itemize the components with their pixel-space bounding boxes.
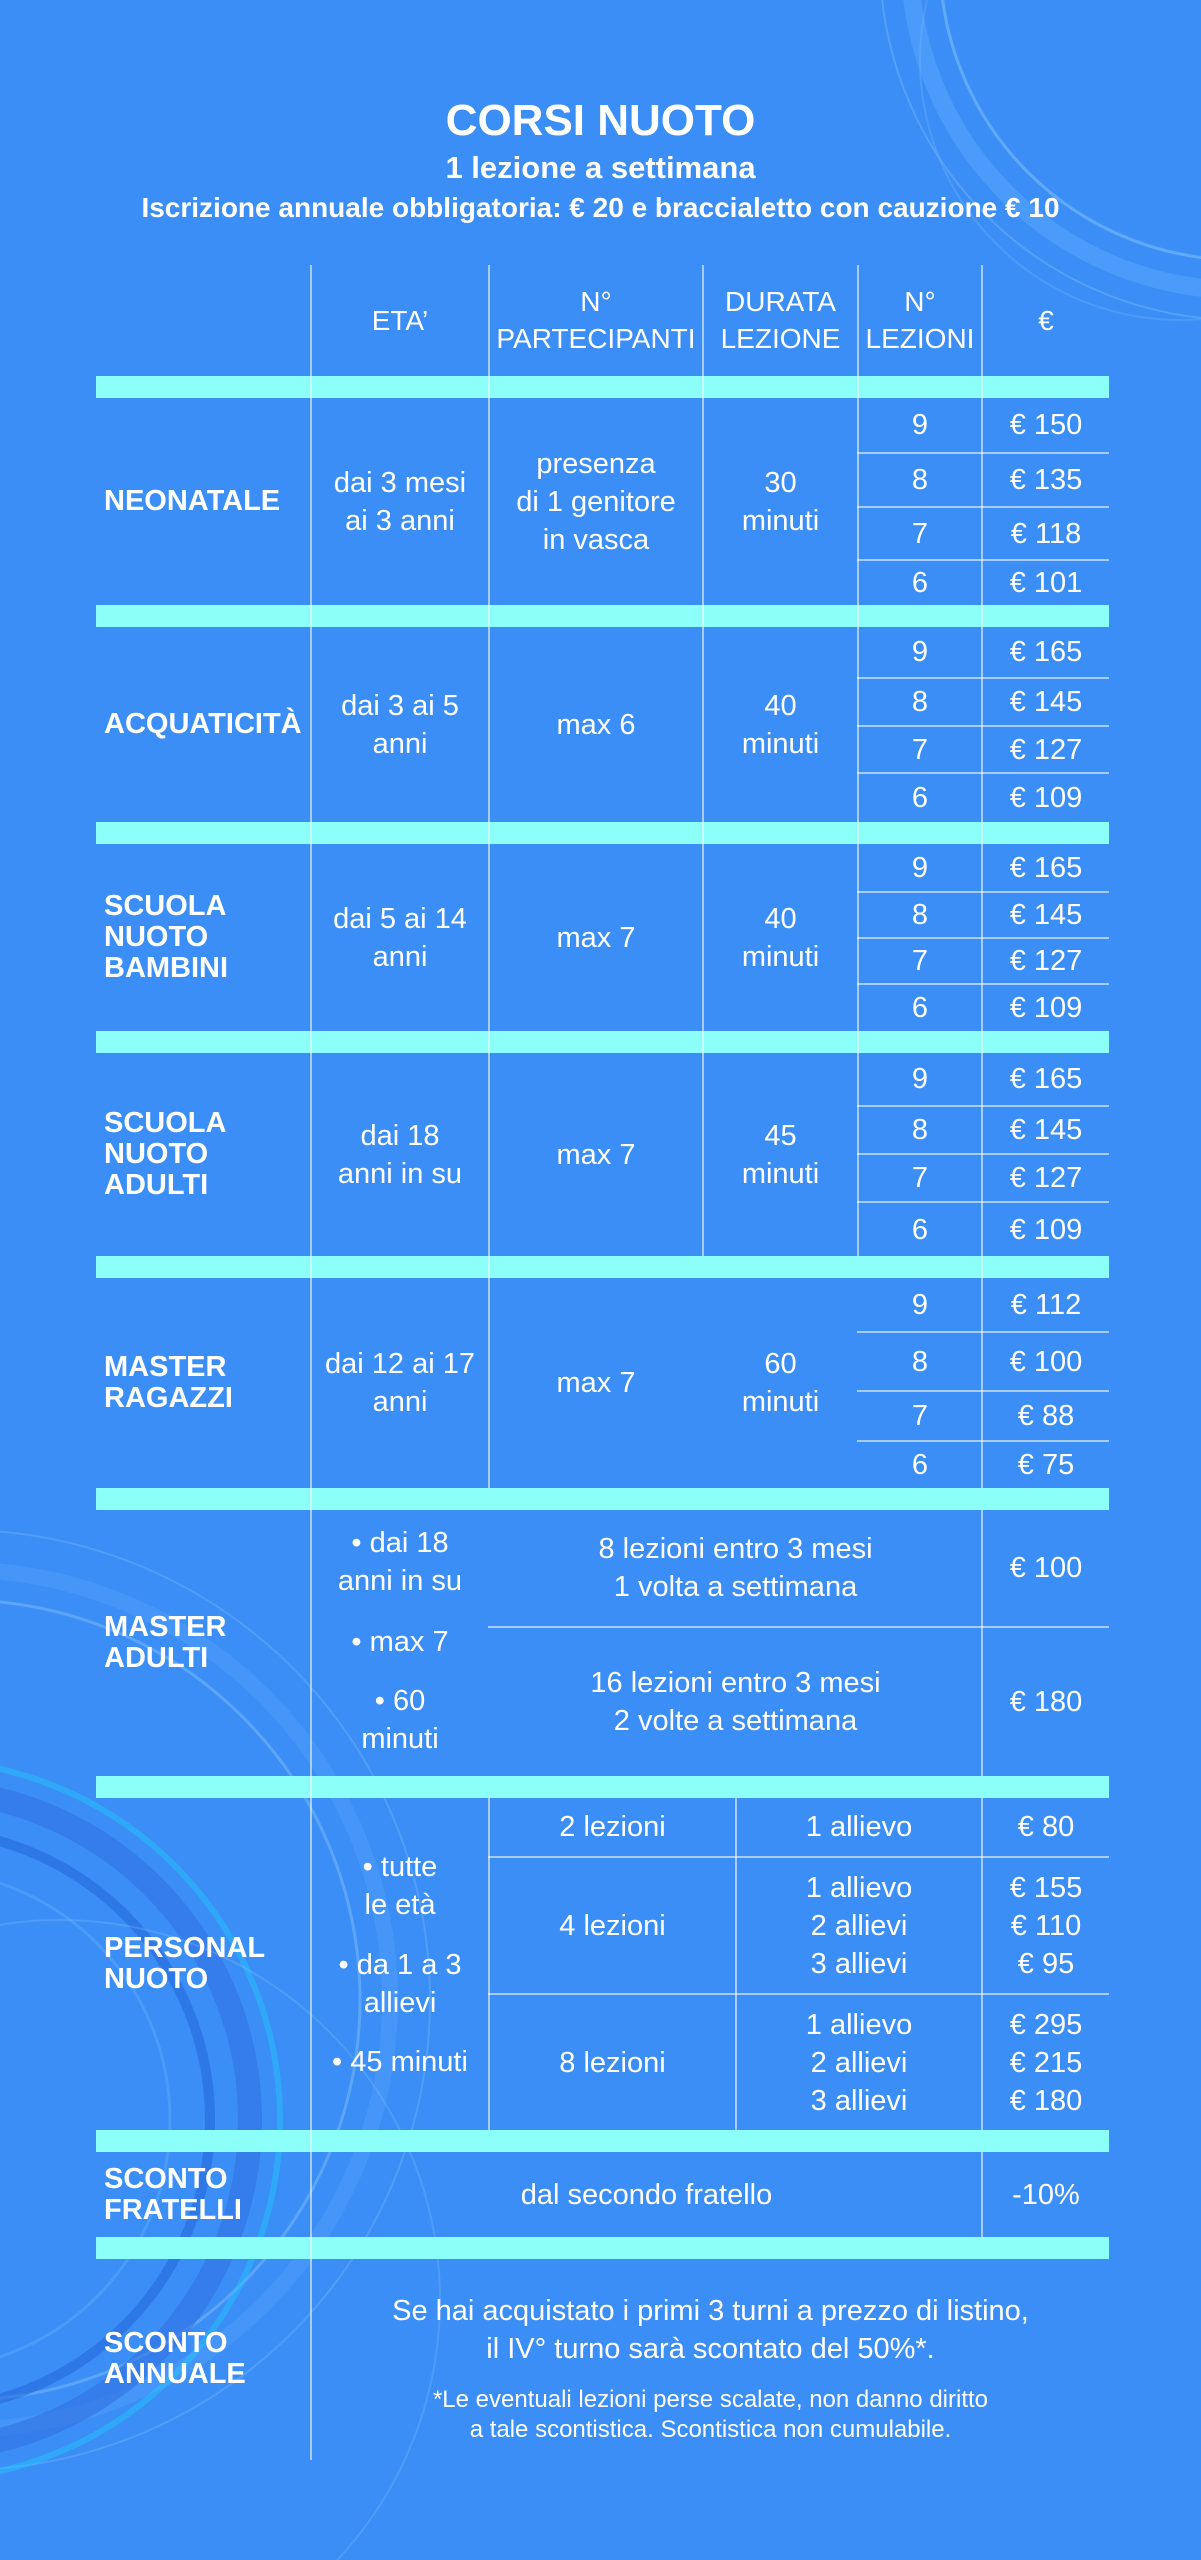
col-header-lezioni: N° LEZIONI bbox=[865, 286, 975, 354]
course-age: dai 12 ai 17 anni bbox=[325, 1348, 475, 1418]
master-option-price: € 180 bbox=[1009, 1686, 1083, 1718]
course-name-scuola-nuoto-adulti: SCUOLA NUOTO ADULTI bbox=[104, 1107, 227, 1201]
lesson-count: 6 bbox=[911, 1449, 929, 1481]
course-participants: presenza di 1 genitore in vasca bbox=[516, 447, 676, 556]
lesson-count: 9 bbox=[911, 1063, 929, 1095]
lesson-count: 7 bbox=[911, 517, 929, 550]
course-name-master-ragazzi: MASTER RAGAZZI bbox=[104, 1351, 233, 1414]
page-subtitle: 1 lezione a settimana bbox=[445, 150, 756, 185]
lesson-count: 8 bbox=[911, 1114, 929, 1146]
lesson-price: € 109 bbox=[1009, 1213, 1083, 1246]
lesson-count: 9 bbox=[911, 409, 929, 441]
lesson-count: 8 bbox=[911, 899, 929, 931]
lesson-price: € 88 bbox=[1017, 1400, 1075, 1432]
lesson-count: 6 bbox=[911, 782, 929, 814]
course-detail: • max 7 bbox=[351, 1626, 449, 1658]
lesson-count: 8 bbox=[911, 464, 929, 496]
col-header-prezzo: € bbox=[1038, 304, 1054, 336]
lesson-price: € 150 bbox=[1009, 409, 1083, 441]
lesson-price: € 112 bbox=[1010, 1288, 1082, 1321]
lesson-price: € 165 bbox=[1009, 851, 1083, 884]
course-age: dai 3 ai 5 anni bbox=[341, 689, 459, 760]
separator-band bbox=[96, 2130, 1109, 2152]
personal-students: 1 allievo 2 allievi 3 allievi bbox=[805, 1871, 913, 1980]
lesson-price: € 127 bbox=[1009, 733, 1083, 766]
lesson-price: € 127 bbox=[1009, 945, 1083, 977]
course-participants: max 7 bbox=[556, 1367, 636, 1399]
discount-name-annuale: SCONTO ANNUALE bbox=[104, 2327, 246, 2390]
course-duration: 60 minuti bbox=[741, 1348, 820, 1418]
personal-prices: € 155 € 110 € 95 bbox=[1009, 1871, 1083, 1980]
lesson-count: 6 bbox=[911, 1213, 929, 1246]
discount-text: dal secondo fratello bbox=[520, 2178, 773, 2211]
col-header-eta: ETA’ bbox=[371, 304, 429, 336]
lesson-price: € 145 bbox=[1009, 899, 1083, 931]
course-detail: • 60 minuti bbox=[361, 1685, 439, 1755]
separator-band bbox=[96, 822, 1109, 844]
course-participants: max 7 bbox=[556, 1138, 636, 1171]
course-detail: • tutte le età bbox=[362, 1851, 438, 1921]
personal-prices: € 295 € 215 € 180 bbox=[1009, 2008, 1083, 2117]
lesson-price: € 118 bbox=[1010, 517, 1082, 550]
lesson-count: 8 bbox=[911, 1345, 929, 1378]
master-option-text: 8 lezioni entro 3 mesi 1 volta a settimana bbox=[598, 1533, 873, 1603]
course-detail: • da 1 a 3 allievi bbox=[338, 1949, 462, 2019]
personal-lessons: 4 lezioni bbox=[559, 1909, 666, 1942]
personal-students: 1 allievo bbox=[805, 1811, 913, 1843]
separator-band bbox=[96, 1031, 1109, 1053]
separator-band bbox=[96, 2237, 1109, 2259]
course-duration: 40 minuti bbox=[741, 902, 820, 973]
personal-prices: € 80 bbox=[1017, 1811, 1075, 1843]
separator-band bbox=[96, 605, 1109, 627]
personal-students: 1 allievo 2 allievi 3 allievi bbox=[805, 2008, 913, 2117]
course-age: dai 5 ai 14 anni bbox=[333, 902, 467, 973]
course-age: dai 18 anni in su bbox=[337, 1119, 463, 1190]
lesson-count: 6 bbox=[911, 992, 929, 1024]
course-name-scuola-nuoto-bambini: SCUOLA NUOTO BAMBINI bbox=[104, 890, 229, 984]
lesson-count: 7 bbox=[911, 1400, 929, 1432]
discount-value: -10% bbox=[1012, 2178, 1080, 2211]
lesson-price: € 135 bbox=[1009, 464, 1083, 496]
course-name-neonatale: NEONATALE bbox=[104, 485, 281, 517]
discount-annual-footnote: *Le eventuali lezioni perse scalate, non danno diritto a tale scontistica. Scontistica non cumulabile. bbox=[432, 2386, 989, 2443]
discount-name-fratelli: SCONTO FRATELLI bbox=[104, 2162, 242, 2226]
separator-band bbox=[96, 1776, 1109, 1798]
col-header-partecipanti: N° PARTECIPANTI bbox=[496, 286, 696, 354]
lesson-count: 6 bbox=[911, 567, 929, 599]
lesson-count: 8 bbox=[911, 686, 929, 718]
course-detail: • dai 18 anni in su bbox=[337, 1527, 463, 1597]
course-name-personal-nuoto: PERSONAL NUOTO bbox=[104, 1932, 266, 1995]
course-detail: • 45 minuti bbox=[332, 2046, 468, 2078]
lesson-price: € 145 bbox=[1009, 686, 1083, 718]
separator-band bbox=[96, 376, 1109, 398]
lesson-price: € 127 bbox=[1009, 1162, 1083, 1194]
lesson-price: € 101 bbox=[1009, 567, 1083, 599]
master-option-price: € 100 bbox=[1009, 1552, 1083, 1584]
course-participants: max 6 bbox=[556, 708, 636, 741]
lesson-price: € 145 bbox=[1009, 1114, 1083, 1146]
lesson-price: € 100 bbox=[1009, 1345, 1083, 1378]
lesson-price: € 165 bbox=[1009, 1063, 1083, 1095]
separator-band bbox=[96, 1488, 1109, 1510]
registration-note: Iscrizione annuale obbligatoria: € 20 e braccialetto con cauzione € 10 bbox=[141, 192, 1060, 223]
master-option-text: 16 lezioni entro 3 mesi 2 volte a settimana bbox=[590, 1667, 881, 1737]
course-duration: 40 minuti bbox=[741, 689, 820, 760]
lesson-price: € 75 bbox=[1017, 1449, 1075, 1481]
col-header-durata: DURATA LEZIONE bbox=[720, 286, 841, 354]
lesson-price: € 109 bbox=[1009, 992, 1083, 1024]
lesson-count: 9 bbox=[911, 851, 929, 884]
lesson-count: 7 bbox=[911, 733, 929, 766]
lesson-count: 7 bbox=[911, 945, 929, 977]
course-age: dai 3 mesi ai 3 anni bbox=[333, 466, 467, 537]
course-name-acquaticita: ACQUATICITÀ bbox=[104, 708, 302, 740]
lesson-count: 9 bbox=[911, 636, 929, 668]
lesson-count: 7 bbox=[911, 1162, 929, 1194]
personal-lessons: 8 lezioni bbox=[559, 2046, 666, 2079]
course-name-master-adulti: MASTER ADULTI bbox=[104, 1611, 227, 1674]
separator-band bbox=[96, 1256, 1109, 1278]
discount-annual-text: Se hai acquistato i primi 3 turni a prezzo di listino, il IV° turno sarà scontato del 50%*. bbox=[392, 2295, 1029, 2365]
page-title: CORSI NUOTO bbox=[445, 96, 756, 145]
lesson-price: € 165 bbox=[1009, 636, 1083, 668]
lesson-price: € 109 bbox=[1009, 782, 1083, 814]
course-duration: 45 minuti bbox=[741, 1119, 820, 1190]
personal-lessons: 2 lezioni bbox=[559, 1811, 666, 1843]
lesson-count: 9 bbox=[911, 1288, 929, 1321]
course-duration: 30 minuti bbox=[741, 466, 820, 537]
course-participants: max 7 bbox=[556, 921, 636, 954]
